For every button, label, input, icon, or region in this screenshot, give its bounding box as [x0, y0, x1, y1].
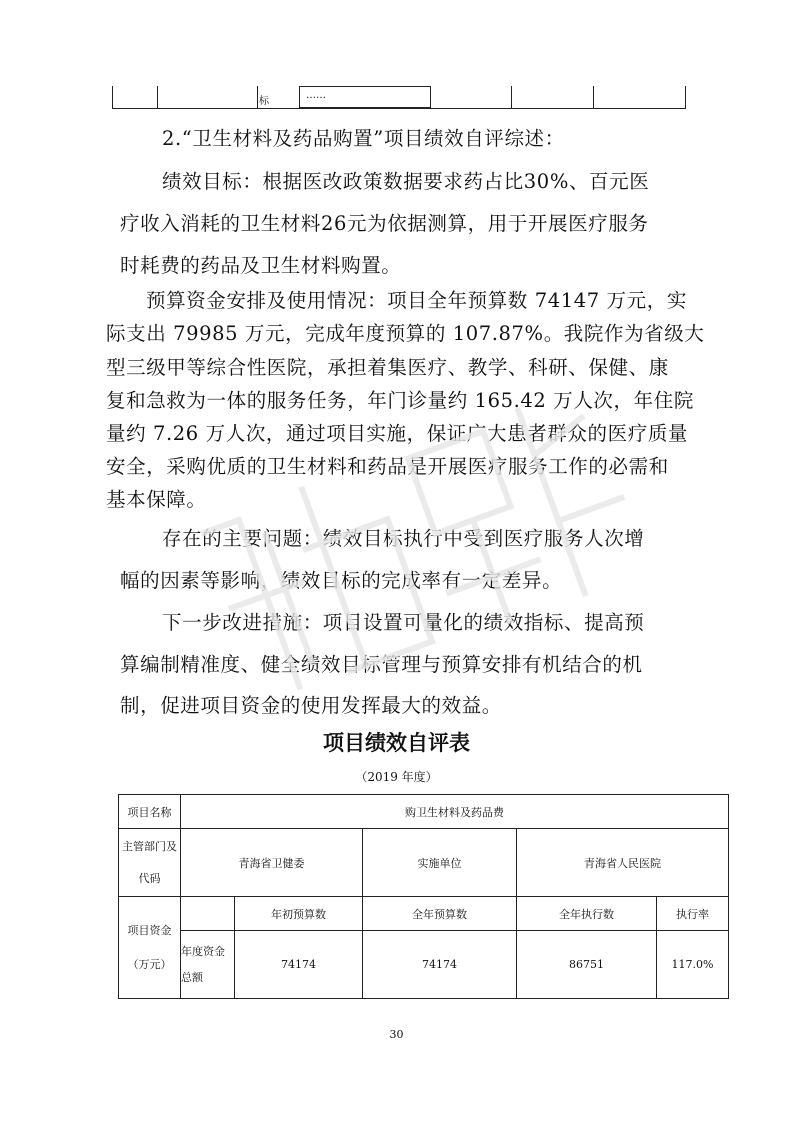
project-name: 购卫生材料及药品费	[181, 795, 729, 829]
goal-line: 时耗费的药品及卫生材料购置。	[120, 254, 402, 277]
row-label-line: 总额	[181, 970, 203, 984]
improve-line: 下一步改进措施：项目设置可量化的绩效指标、提高预	[162, 611, 645, 634]
top-table-label: 标	[259, 96, 269, 107]
budget-line: 量约 7.26 万人次，通过项目实施，保证广大患者群众的医疗质量	[106, 422, 689, 445]
col-header-rate: 执行率	[657, 897, 729, 931]
project-name-label: 项目名称	[119, 795, 181, 829]
initial-value: 74174	[235, 931, 363, 999]
empty-cell	[181, 897, 235, 931]
table-title: 项目绩效自评表	[323, 731, 470, 755]
table-row	[119, 931, 729, 999]
top-table-value: ……	[306, 90, 326, 101]
budget-line: 预算资金安排及使用情况：项目全年预算数 74147 万元，实	[146, 289, 687, 312]
dept-label	[119, 829, 181, 897]
table-divider	[257, 86, 258, 108]
table-row	[119, 897, 729, 931]
problems-line: 幅的因素等影响，绩效目标的完成率有一定差异。	[120, 569, 563, 592]
problems-line: 存在的主要问题：绩效目标执行中受到医疗服务人次增	[162, 527, 645, 550]
col-header-initial: 年初预算数	[235, 897, 363, 931]
row-label	[181, 931, 235, 999]
goal-line: 疗收入消耗的卫生材料26元为依据测算，用于开展医疗服务	[120, 212, 649, 235]
improve-line: 制，促进项目资金的使用发挥最大的效益。	[120, 694, 502, 717]
fund-label-line: 项目资金	[127, 923, 172, 937]
dept-label-line: 主管部门及	[122, 839, 177, 853]
budget-line: 复和急救为一体的服务任务，年门诊量约 165.42 万人次，年住院	[106, 389, 694, 412]
table-divider	[593, 86, 594, 108]
rate-value: 117.0%	[657, 931, 729, 999]
col-header-exec: 全年执行数	[517, 897, 657, 931]
top-table-fragment	[112, 86, 686, 109]
fund-label	[119, 897, 181, 999]
dept-label-line: 代码	[138, 871, 161, 885]
fund-label-line: （万元）	[127, 957, 172, 971]
top-table-value-box	[299, 86, 431, 108]
budget-line: 型三级甲等综合性医院，承担着集医疗、教学、科研、保健、康	[106, 356, 669, 379]
row-label-line: 年度资金	[181, 944, 225, 958]
section-heading: 2.“卫生材料及药品购置”项目绩效自评综述：	[162, 127, 565, 150]
table-row	[119, 795, 729, 829]
evaluation-table	[118, 794, 729, 999]
exec-value: 86751	[517, 931, 657, 999]
unit-label: 实施单位	[363, 829, 517, 897]
table-divider	[157, 86, 158, 108]
budget-line: 基本保障。	[106, 488, 207, 511]
table-year: （2019 年度）	[355, 770, 438, 784]
table-divider	[511, 86, 512, 108]
goal-line: 绩效目标：根据医改政策数据要求药占比30%、百元医	[162, 170, 650, 193]
table-row	[119, 829, 729, 897]
improve-line: 算编制精准度、健全绩效目标管理与预算安排有机结合的机	[120, 653, 643, 676]
budget-line: 际支出 79985 万元，完成年度预算的 107.87%。我院作为省级大	[106, 322, 705, 345]
page-number: 30	[389, 1028, 404, 1041]
budget-line: 安全，采购优质的卫生材料和药品是开展医疗服务工作的必需和	[106, 455, 669, 478]
dept-value: 青海省卫健委	[181, 829, 363, 897]
unit-value: 青海省人民医院	[517, 829, 729, 897]
col-header-annual: 全年预算数	[363, 897, 517, 931]
annual-value: 74174	[363, 931, 517, 999]
